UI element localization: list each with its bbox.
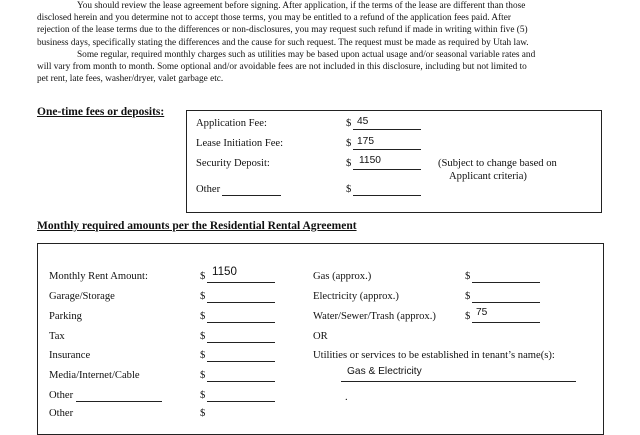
lease-initiation-fee-value: 175 — [357, 136, 374, 147]
intro-line: business days, specifically stating the differences and the cause for such request. The request must be made as required by Utah law. — [37, 37, 529, 48]
water-sewer-trash-value: 75 — [476, 307, 488, 318]
media-internet-cable-label: Media/Internet/Cable — [49, 370, 140, 381]
deposit-note: Applicant criteria) — [449, 171, 527, 182]
tax-label: Tax — [49, 331, 65, 342]
currency-sign: $ — [465, 311, 471, 322]
lease-initiation-fee-field[interactable] — [353, 149, 421, 150]
other-monthly-label: Other — [49, 390, 74, 401]
other-monthly-name-field[interactable] — [76, 401, 162, 402]
other-fee-label: Other — [196, 184, 221, 195]
insurance-label: Insurance — [49, 350, 91, 361]
currency-sign: $ — [346, 118, 352, 129]
electricity-field[interactable] — [472, 302, 540, 303]
currency-sign: $ — [200, 331, 206, 342]
tenant-utilities-field[interactable] — [341, 381, 576, 382]
garage-storage-field[interactable] — [207, 302, 275, 303]
monthly-rent-value: 1150 — [212, 265, 237, 278]
currency-sign: $ — [200, 291, 206, 302]
security-deposit-label: Security Deposit: — [196, 158, 270, 169]
intro-paragraph — [37, 0, 605, 85]
other-monthly-field[interactable] — [207, 401, 275, 402]
garage-storage-label: Garage/Storage — [49, 291, 115, 302]
tenant-utilities-label: Utilities or services to be established in tenant’s name(s): — [313, 350, 555, 361]
currency-sign: $ — [200, 350, 206, 361]
parking-field[interactable] — [207, 322, 275, 323]
intro-line: disclosed herein and you determine not to accept those terms, you may be entitled to a refund of the application fees paid. After — [37, 13, 511, 24]
currency-sign: $ — [346, 184, 352, 195]
intro-line: rejection of the lease terms due to the differences or non-disclosures, you may request such refund if made in writing within five (5) — [37, 25, 528, 36]
water-sewer-trash-label: Water/Sewer/Trash (approx.) — [313, 311, 436, 322]
security-deposit-value: 1150 — [359, 155, 381, 166]
currency-sign: $ — [200, 390, 206, 401]
one-time-fees-title: One-time fees or deposits: — [37, 106, 165, 118]
media-internet-cable-field[interactable] — [207, 381, 275, 382]
tax-field[interactable] — [207, 342, 275, 343]
parking-label: Parking — [49, 311, 82, 322]
intro-line: You should review the lease agreement before signing. After application, if the terms of the lease are different than those — [77, 1, 526, 11]
or-label: OR — [313, 331, 328, 342]
monthly-rent-label: Monthly Rent Amount: — [49, 271, 148, 282]
intro-line: Some regular, required monthly charges such as utilities may be based upon actual usage and/or seasonal variable rates and — [77, 49, 536, 60]
currency-sign: $ — [200, 271, 206, 282]
other-fee-field[interactable] — [353, 195, 421, 196]
other-fee-name-field[interactable] — [222, 195, 281, 196]
electricity-label: Electricity (approx.) — [313, 291, 399, 302]
application-fee-label: Application Fee: — [196, 118, 267, 129]
stray-dot: . — [345, 392, 348, 403]
monthly-rent-field[interactable] — [207, 282, 275, 283]
currency-sign: $ — [346, 138, 352, 149]
security-deposit-field[interactable] — [353, 169, 421, 170]
currency-sign: $ — [200, 408, 206, 419]
water-sewer-trash-field[interactable] — [472, 322, 540, 323]
currency-sign: $ — [200, 311, 206, 322]
monthly-amounts-title: Monthly required amounts per the Residential Rental Agreement — [37, 220, 357, 232]
other-monthly-label: Other — [49, 408, 74, 419]
currency-sign: $ — [346, 158, 352, 169]
tenant-utilities-value: Gas & Electricity — [347, 366, 422, 377]
intro-line: pet rent, late fees, washer/dryer, valet garbage etc. — [37, 74, 224, 85]
deposit-note: (Subject to change based on — [438, 158, 557, 169]
application-fee-value: 45 — [357, 116, 369, 127]
gas-label: Gas (approx.) — [313, 271, 372, 282]
insurance-field[interactable] — [207, 361, 275, 362]
currency-sign: $ — [465, 271, 471, 282]
currency-sign: $ — [465, 291, 471, 302]
lease-initiation-fee-label: Lease Initiation Fee: — [196, 138, 284, 149]
intro-line: will vary from month to month. Some optional and/or avoidable fees are not included in this disclosure, including but not limited to — [37, 62, 527, 73]
application-fee-field[interactable] — [353, 129, 421, 130]
currency-sign: $ — [200, 370, 206, 381]
gas-field[interactable] — [472, 282, 540, 283]
